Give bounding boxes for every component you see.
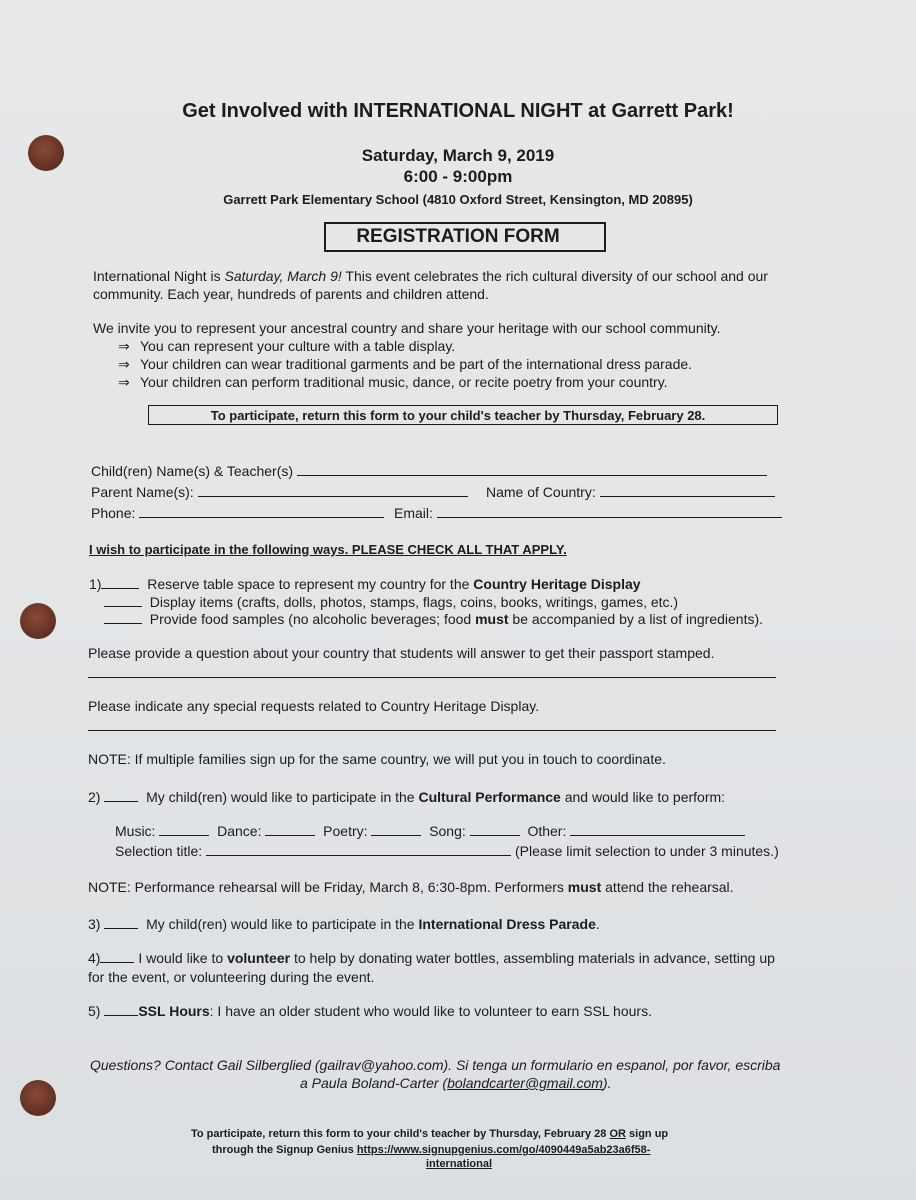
- bullet-item: ⇒ Your children can wear traditional garments and be part of the international dress parade.: [118, 356, 693, 372]
- page-title: Get Involved with INTERNATIONAL NIGHT at Garrett Park!: [182, 100, 734, 122]
- phone-input-line[interactable]: [139, 506, 384, 518]
- signup-genius-link-cont[interactable]: international: [426, 1158, 493, 1170]
- question-answer-line[interactable]: [88, 677, 776, 678]
- punch-hole: [20, 603, 56, 639]
- option-5-ssl[interactable]: 5) SSL Hours: I have an older student who would like to volunteer to earn SSL hours.: [88, 1003, 652, 1019]
- selection-title-input-line[interactable]: [206, 844, 511, 856]
- checkbox-line[interactable]: [104, 1004, 138, 1016]
- contact-email-link[interactable]: bolandcarter@gmail.com: [447, 1075, 603, 1091]
- parent-input-line[interactable]: [198, 485, 468, 497]
- bullet-item: ⇒ Your children can perform traditional music, dance, or recite poetry from your country.: [118, 374, 668, 390]
- checkbox-line[interactable]: [104, 790, 138, 802]
- signup-genius-link[interactable]: https://www.signupgenius.com/go/4090449a5ab23a6f58-: [356, 1144, 651, 1156]
- question-prompt: Please provide a question about your country that students will answer to get their passport stamped.: [88, 645, 715, 661]
- country-field[interactable]: Name of Country:: [486, 484, 775, 500]
- intro-line-1: International Night is Saturday, March 9! This event celebrates the rich cultural diversity of our school and our: [93, 268, 768, 284]
- country-input-line[interactable]: [600, 485, 775, 497]
- deadline-text: To participate, return this form to your child's teacher by Thursday, February 28.: [210, 408, 706, 423]
- phone-field[interactable]: Phone:: [91, 505, 384, 521]
- performance-types[interactable]: Music: Dance: Poetry: Song: Other:: [115, 823, 745, 839]
- email-input-line[interactable]: [437, 506, 782, 518]
- option-3-parade[interactable]: 3) My child(ren) would like to participate in the International Dress Parade.: [88, 916, 600, 932]
- selection-title-field[interactable]: Selection title: (Please limit selection to under 3 minutes.): [115, 843, 779, 859]
- event-time: 6:00 - 9:00pm: [403, 167, 513, 186]
- dance-input-line[interactable]: [265, 824, 315, 836]
- option-1-food[interactable]: Provide food samples (no alcoholic beverages; food must be accompanied by a list of ingredients).: [104, 611, 763, 627]
- arrow-icon: ⇒: [118, 338, 130, 354]
- email-field[interactable]: Email:: [394, 505, 782, 521]
- contact-line-1: Questions? Contact Gail Silberglied (gailrav@yahoo.com). Si tenga un formulario en espanol, por favor, escriba: [90, 1057, 781, 1073]
- punch-hole: [20, 1080, 56, 1116]
- invite-text: We invite you to represent your ancestral country and share your heritage with our school community.: [93, 320, 721, 336]
- contact-line-2: a Paula Boland-Carter (bolandcarter@gmail.com).: [300, 1075, 612, 1091]
- checkbox-line[interactable]: [104, 612, 142, 624]
- option-1-table[interactable]: 1) Reserve table space to represent my country for the Country Heritage Display: [89, 576, 641, 592]
- checkbox-line[interactable]: [104, 917, 138, 929]
- bullet-item: ⇒ You can represent your culture with a table display.: [118, 338, 456, 354]
- intro-line-2: community. Each year, hundreds of parents and children attend.: [93, 286, 489, 302]
- option-4-line-2: for the event, or volunteering during the event.: [88, 969, 375, 985]
- checkbox-line[interactable]: [100, 951, 134, 963]
- song-input-line[interactable]: [470, 824, 520, 836]
- option-4-volunteer[interactable]: 4) I would like to volunteer to help by donating water bottles, assembling materials in advance, setting up: [88, 950, 775, 966]
- arrow-icon: ⇒: [118, 356, 130, 372]
- checkbox-line[interactable]: [104, 595, 142, 607]
- arrow-icon: ⇒: [118, 374, 130, 390]
- children-input-line[interactable]: [297, 464, 767, 476]
- requests-answer-line[interactable]: [88, 730, 776, 731]
- form-title: REGISTRATION FORM: [356, 226, 560, 247]
- note-coordinate: NOTE: If multiple families sign up for the same country, we will put you in touch to coordinate.: [88, 751, 666, 767]
- requests-prompt: Please indicate any special requests related to Country Heritage Display.: [88, 698, 540, 714]
- note-rehearsal: NOTE: Performance rehearsal will be Friday, March 8, 6:30-8pm. Performers must attend the rehearsal.: [88, 879, 734, 895]
- children-field[interactable]: Child(ren) Name(s) & Teacher(s): [91, 463, 767, 479]
- footer-line-1: To participate, return this form to your child's teacher by Thursday, February 28 OR sign up: [191, 1128, 669, 1140]
- option-2-performance[interactable]: 2) My child(ren) would like to participate in the Cultural Performance and would like to perform:: [88, 789, 726, 805]
- checkbox-line[interactable]: [101, 577, 139, 589]
- footer-line-2: through the Signup Genius https://www.signupgenius.com/go/4090449a5ab23a6f58-: [212, 1144, 651, 1156]
- option-1-display-items[interactable]: Display items (crafts, dolls, photos, stamps, flags, coins, books, writings, games, etc.): [104, 594, 678, 610]
- other-input-line[interactable]: [570, 824, 745, 836]
- poetry-input-line[interactable]: [371, 824, 421, 836]
- event-location: Garrett Park Elementary School (4810 Oxford Street, Kensington, MD 20895): [223, 192, 693, 207]
- event-date: Saturday, March 9, 2019: [361, 146, 555, 165]
- music-input-line[interactable]: [159, 824, 209, 836]
- participation-heading: I wish to participate in the following ways. PLEASE CHECK ALL THAT APPLY.: [89, 542, 567, 557]
- parent-field[interactable]: Parent Name(s):: [91, 484, 468, 500]
